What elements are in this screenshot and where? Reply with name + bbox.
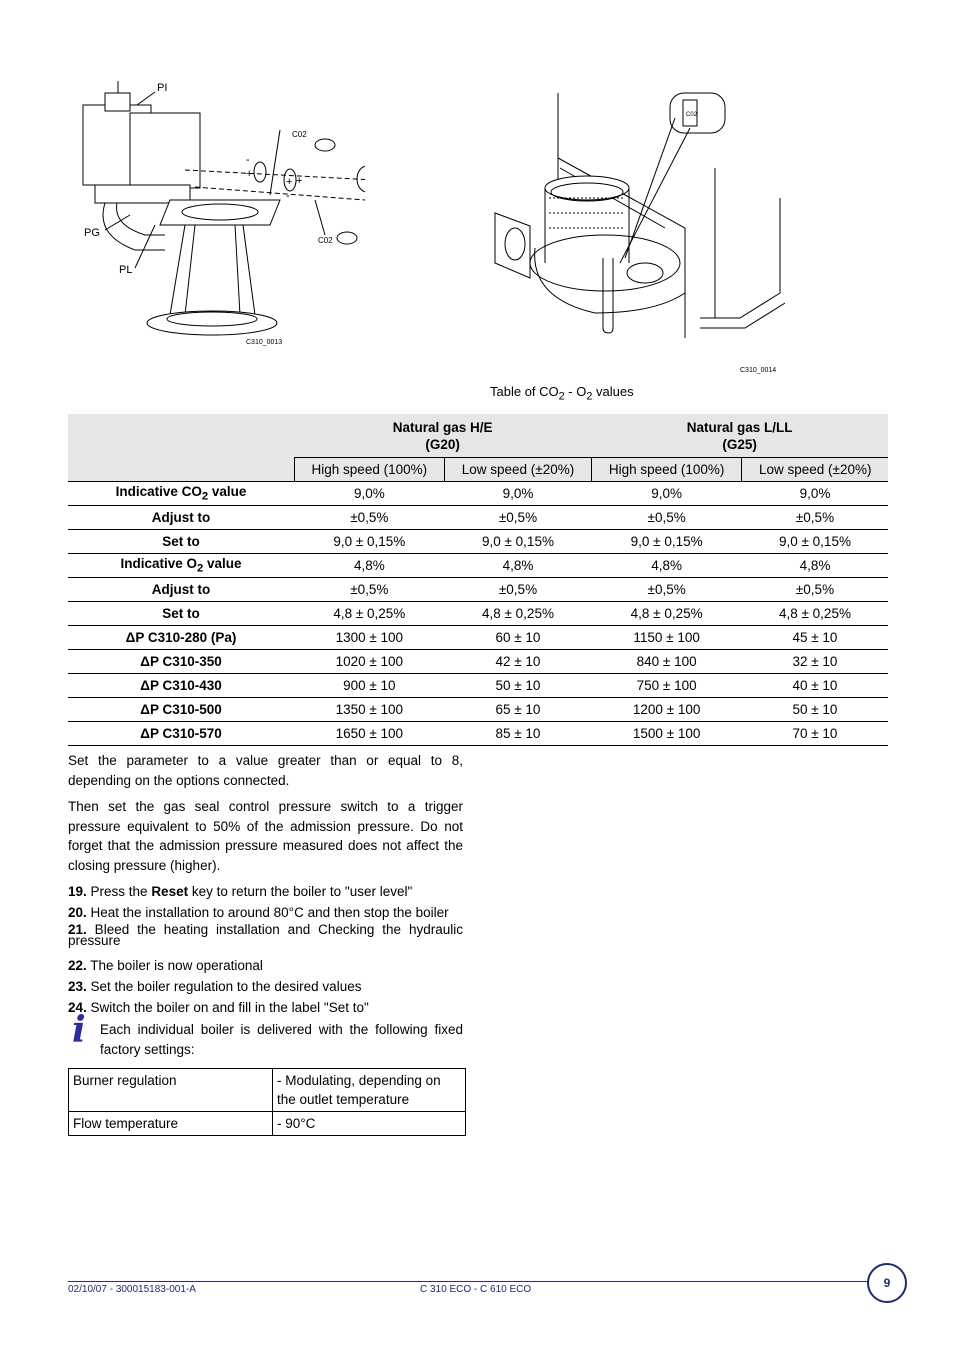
table-cell: 4,8% bbox=[742, 554, 888, 578]
row-label: ΔP C310-350 bbox=[68, 650, 294, 674]
table-cell: 1500 ± 100 bbox=[591, 722, 742, 746]
table-cell: 42 ± 10 bbox=[445, 650, 592, 674]
table-corner-header bbox=[68, 458, 294, 482]
step-item: 20. Heat the installation to around 80°C and then stop the boiler bbox=[68, 905, 449, 920]
table-cell: 50 ± 10 bbox=[742, 698, 888, 722]
step-item: 19. Press the Reset key to return the boiler to "user level" bbox=[68, 884, 413, 899]
column-header: High speed (100%) bbox=[294, 458, 445, 482]
table-cell: 1650 ± 100 bbox=[294, 722, 445, 746]
table-cell: 840 ± 100 bbox=[591, 650, 742, 674]
table-cell: 70 ± 10 bbox=[742, 722, 888, 746]
info-note: Each individual boiler is delivered with the following fixed factory settings: bbox=[100, 1022, 463, 1057]
table-row bbox=[68, 482, 888, 506]
step-item: 24. Switch the boiler on and fill in the label "Set to" bbox=[68, 1000, 369, 1015]
table-cell: 9,0 ± 0,15% bbox=[742, 530, 888, 554]
table-cell: 9,0% bbox=[445, 482, 592, 506]
paragraph: Then set the gas seal control pressure switch to a trigger pressure equivalent to 50% of the admission pressure. Do not forget that the admission pressure measured does not affect the closing pressure (higher). bbox=[68, 799, 463, 873]
table-cell: 32 ± 10 bbox=[742, 650, 888, 674]
step-item: 21. Bleed the heating installation and Checking the hydraulic pressure bbox=[68, 922, 463, 948]
plus-sign: + bbox=[286, 176, 293, 188]
table-corner-header bbox=[68, 414, 294, 458]
table-cell: 4,8% bbox=[294, 554, 445, 578]
footer-divider bbox=[68, 1281, 868, 1282]
table-cell: ±0,5% bbox=[742, 578, 888, 602]
row-label: ΔP C310-500 bbox=[68, 698, 294, 722]
table-row bbox=[68, 626, 888, 650]
table-cell: 1150 ± 100 bbox=[591, 626, 742, 650]
label-pg: PG bbox=[84, 227, 100, 239]
table-cell: 40 ± 10 bbox=[742, 674, 888, 698]
row-label: Indicative $O_2$ value bbox=[68, 554, 294, 578]
column-header: Low speed (±20%) bbox=[742, 458, 888, 482]
table-cell: 45 ± 10 bbox=[742, 626, 888, 650]
table-cell: 85 ± 10 bbox=[445, 722, 592, 746]
table-cell: 9,0% bbox=[591, 482, 742, 506]
setting-name: Flow temperature bbox=[69, 1112, 273, 1136]
table-row bbox=[68, 506, 888, 530]
table-cell: 9,0% bbox=[294, 482, 445, 506]
column-header: Low speed (±20%) bbox=[445, 458, 592, 482]
row-label: Indicative $CO_2$ value bbox=[68, 482, 294, 506]
table-caption: Table of $CO_2 - O_2$ values bbox=[490, 384, 634, 403]
table-cell: 9,0 ± 0,15% bbox=[294, 530, 445, 554]
table-cell: 1200 ± 100 bbox=[591, 698, 742, 722]
setting-name: Burner regulation bbox=[69, 1069, 273, 1112]
label-pl: PL bbox=[119, 264, 133, 276]
table-row bbox=[68, 602, 888, 626]
row-label: Set to bbox=[68, 602, 294, 626]
footer-doc-reference: 02/10/07 - 300015183-001-A bbox=[68, 1284, 196, 1295]
minus-sign: - bbox=[286, 190, 290, 202]
table-row bbox=[68, 578, 888, 602]
label-pi: PI bbox=[157, 82, 168, 94]
table-cell: 9,0 ± 0,15% bbox=[591, 530, 742, 554]
table-row bbox=[69, 1069, 466, 1112]
table-cell: 750 ± 100 bbox=[591, 674, 742, 698]
table-cell: 1300 ± 100 bbox=[294, 626, 445, 650]
factory-settings-table bbox=[68, 1068, 466, 1136]
label-co2-top: C02 bbox=[292, 130, 307, 139]
table-cell: ±0,5% bbox=[742, 506, 888, 530]
group-header-g20: Natural gas H/E (G20) bbox=[294, 414, 591, 458]
table-cell: 900 ± 10 bbox=[294, 674, 445, 698]
table-cell: 9,0% bbox=[742, 482, 888, 506]
table-cell: 4,8% bbox=[591, 554, 742, 578]
table-row bbox=[68, 650, 888, 674]
table-cell: 4,8% bbox=[445, 554, 592, 578]
page-number-badge: 9 bbox=[867, 1263, 907, 1303]
step-item: 23. Set the boiler regulation to the desired values bbox=[68, 979, 362, 994]
co2-o2-values-table bbox=[68, 414, 888, 746]
figure-code: C310_0013 bbox=[246, 339, 283, 346]
table-cell: 4,8 ± 0,25% bbox=[742, 602, 888, 626]
row-label: Adjust to bbox=[68, 578, 294, 602]
plus-sign: + bbox=[246, 168, 253, 180]
row-label: ΔP C310-280 (Pa) bbox=[68, 626, 294, 650]
plus-sign: + bbox=[296, 175, 303, 187]
table-cell: 60 ± 10 bbox=[445, 626, 592, 650]
step-item: 22. The boiler is now operational bbox=[68, 958, 263, 973]
minus-sign: - bbox=[246, 154, 250, 166]
group-header-g25: Natural gas L/LL (G25) bbox=[591, 414, 888, 458]
table-cell: ±0,5% bbox=[591, 578, 742, 602]
table-row bbox=[68, 554, 888, 578]
table-row bbox=[68, 698, 888, 722]
info-icon: i bbox=[72, 1009, 86, 1051]
gas-valve-illustration bbox=[75, 75, 365, 355]
table-cell: ±0,5% bbox=[445, 578, 592, 602]
table-cell: 1350 ± 100 bbox=[294, 698, 445, 722]
figure-code: C310_0014 bbox=[740, 367, 777, 374]
setting-value: - 90°C bbox=[273, 1112, 466, 1136]
table-row bbox=[69, 1112, 466, 1136]
table-cell: 4,8 ± 0,25% bbox=[591, 602, 742, 626]
table-row bbox=[68, 530, 888, 554]
footer-product-name: C 310 ECO - C 610 ECO bbox=[420, 1284, 532, 1295]
table-cell: 65 ± 10 bbox=[445, 698, 592, 722]
row-label: ΔP C310-430 bbox=[68, 674, 294, 698]
label-co2: C02 bbox=[686, 112, 698, 118]
label-co2-bottom: C02 bbox=[318, 236, 333, 245]
table-cell: 4,8 ± 0,25% bbox=[445, 602, 592, 626]
table-cell: ±0,5% bbox=[294, 578, 445, 602]
setting-value: - Modulating, depending on the outlet temperature bbox=[273, 1069, 466, 1112]
burner-flange-illustration bbox=[485, 88, 785, 358]
row-label: Set to bbox=[68, 530, 294, 554]
table-cell: 4,8 ± 0,25% bbox=[294, 602, 445, 626]
paragraph: Set the parameter to a value greater than or equal to 8, depending on the options connected. bbox=[68, 753, 463, 788]
column-header: High speed (100%) bbox=[591, 458, 742, 482]
row-label: ΔP C310-570 bbox=[68, 722, 294, 746]
table-row bbox=[68, 722, 888, 746]
row-label: Adjust to bbox=[68, 506, 294, 530]
table-row bbox=[68, 674, 888, 698]
table-cell: ±0,5% bbox=[445, 506, 592, 530]
table-cell: 1020 ± 100 bbox=[294, 650, 445, 674]
table-cell: ±0,5% bbox=[294, 506, 445, 530]
table-cell: ±0,5% bbox=[591, 506, 742, 530]
table-cell: 50 ± 10 bbox=[445, 674, 592, 698]
table-cell: 9,0 ± 0,15% bbox=[445, 530, 592, 554]
